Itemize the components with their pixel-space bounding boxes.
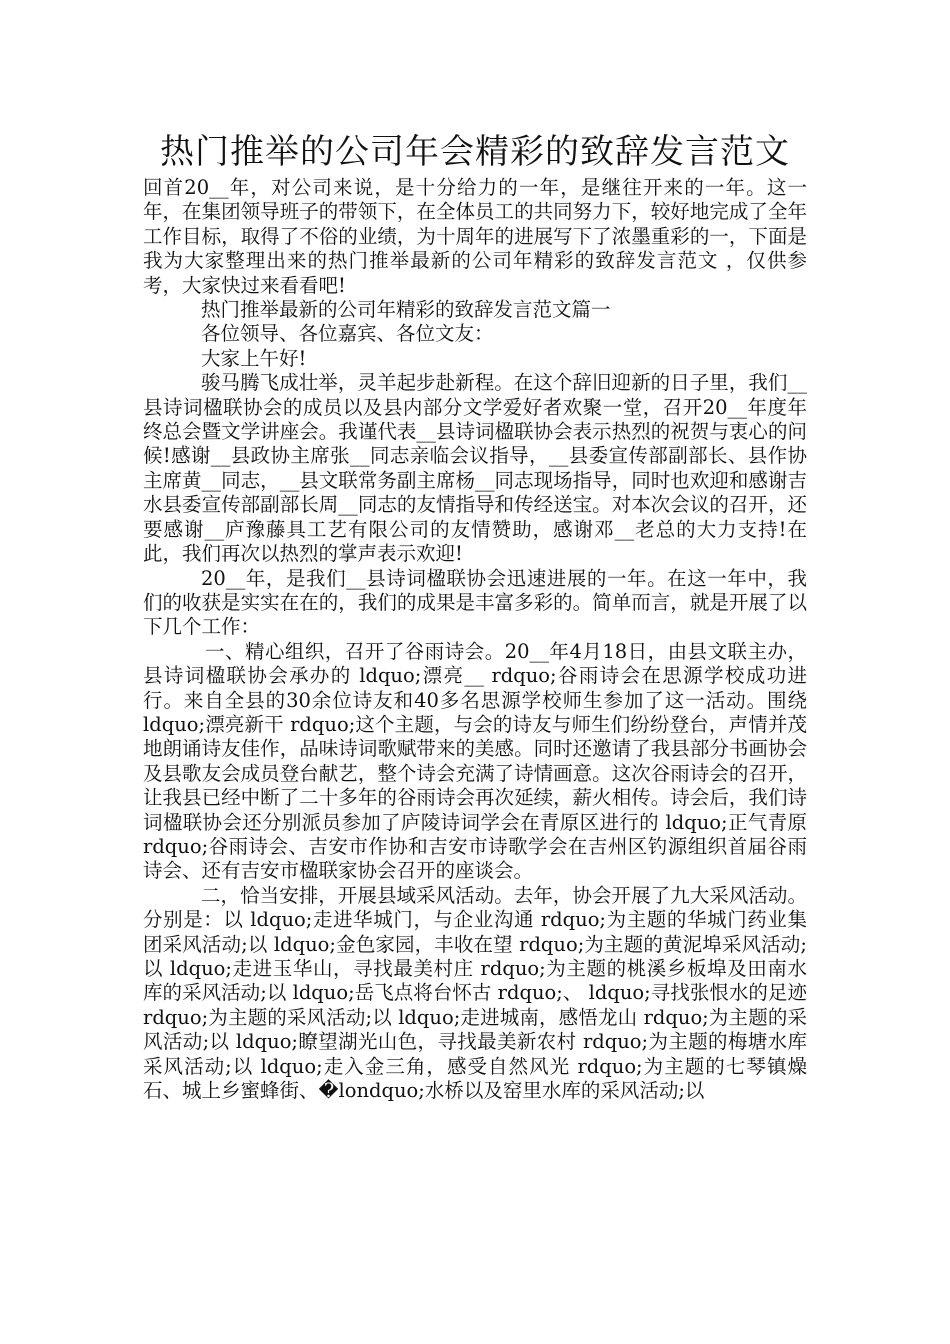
document-title: 热门推举的公司年会精彩的致辞发言范文 [160, 132, 790, 172]
salutation: 各位领导、各位嘉宾、各位文友： [201, 322, 494, 346]
body-paragraph: 骏马腾飞成壮举，灵羊起步赴新程。在这个辞旧迎新的日子里，我们__县诗词楹联协会的成员以及县内部分文学爱好者欢聚一堂，召开20__年度年终总会暨文学讲座会。我谨代表__县诗词楹联协会表示热烈的祝贺与衷心的问候!感谢__县政协主席张__同志亲临会议指导，__县委宣传部副部长、县作协主席黄__同志，__县文联常务副主席杨__同志现场指导，同时也欢迎和感谢吉水县委宣传部副部长周__同志的友情指导和传经送宝。对本次会议的召开，还要感谢__庐豫藤具工艺有限公司的友情赞助，感谢邓__老总的大力支持!在此，我们再次以热烈的掌声表示欢迎! [143, 371, 807, 566]
document-page [143, 130, 807, 1103]
body-paragraph: 二，恰当安排，开展县域采风活动。去年，协会开展了九大采风活动。分别是：以 ldquo;走进华城门，与企业沟通 rdquo;为主题的华城门药业集团采风活动;以 ldquo;金色家园，丰收在望 rdquo;为主题的黄泥埠采风活动;以 ldquo;走进玉华山，寻找最美村庄 rdquo;为主题的桃溪乡板埠及田南水库的采风活动;以 ldquo;岳飞点将台怀古 rdquo;、 ldquo;寻找张恨水的足迹 rdquo;为主题的采风活动;以 ldquo;走进城南，感悟龙山 rdquo;为主题的采风活动;以 ldquo;瞭望湖光山色，寻找最美新农村 rdquo;为主题的梅塘水库采风活动;以 ldquo;走入金三角，感受自然风光 rdquo;为主题的七琴镇燥石、城上乡蜜蜂街、�londquo;水桥以及窑里水库的采风活动;以 [143, 883, 807, 1103]
greeting: 大家上午好! [201, 346, 307, 370]
intro-paragraph: 回首20__年，对公司来说，是十分给力的一年，是继往开来的一年。这一年，在集团领导班子的带领下，在全体员工的共同努力下，较好地完成了全年工作目标，取得了不俗的业绩，为十周年的进展写下了浓墨重彩的一，下面是我为大家整理出来的热门推举最新的公司年精彩的致辞发言范文 ，仅供参考，大家快过来看看吧! [143, 176, 807, 297]
body-paragraph: 一、精心组织，召开了谷雨诗会。20__年4月18日，由县文联主办，县诗词楹联协会承办的 ldquo;漂亮__ rdquo;谷雨诗会在思源学校成功进行。来自全县的30余位诗友和40多名思源学校师生参加了这一活动。围绕 ldquo;漂亮新干 rdquo;这个主题，与会的诗友与师生们纷纷登台，声情并茂地朗诵诗友佳作，品味诗词歌赋带来的美感。同时还邀请了我县部分书画协会及县歌友会成员登台献艺，整个诗会充满了诗情画意。这次谷雨诗会的召开，让我县已经中断了二十多年的谷雨诗会再次延续，薪火相传。诗会后，我们诗词楹联协会还分别派员参加了庐陵诗词学会在青原区进行的 ldquo;正气青原 rdquo;谷雨诗会、吉安市作协和吉安市诗歌学会在吉州区钓源组织首届谷雨诗会、还有吉安市楹联家协会召开的座谈会。 [143, 639, 807, 883]
section-heading: 热门推举最新的公司年精彩的致辞发言范文篇一 [201, 298, 611, 322]
body-paragraph: 20__年，是我们__县诗词楹联协会迅速进展的一年。在这一年中，我们的收获是实实在在的，我们的成果是丰富多彩的。简单而言，就是开展了以下几个工作： [143, 566, 807, 639]
